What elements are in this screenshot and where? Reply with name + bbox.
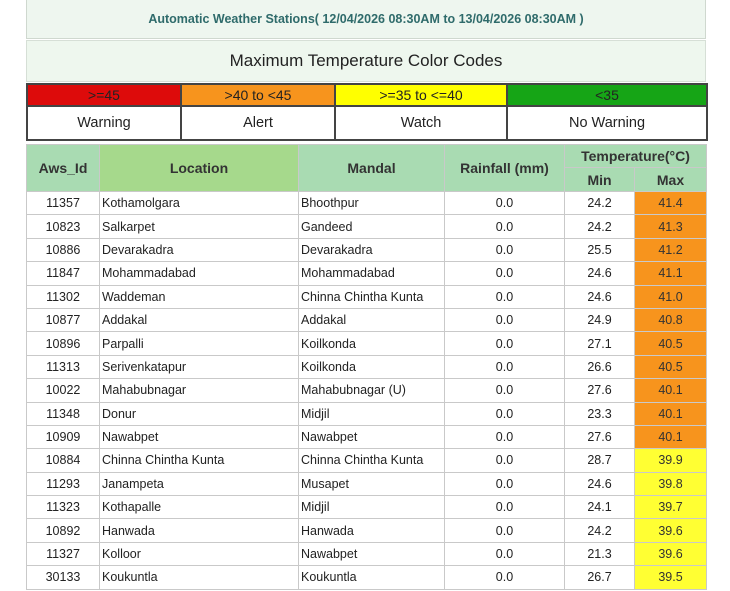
cell-min-temp: 28.7 [565, 449, 635, 472]
legend-labels-row [27, 106, 707, 140]
legend-ranges-row [27, 84, 707, 106]
cell-rainfall: 0.0 [445, 449, 565, 472]
cell-location: Hanwada [100, 519, 299, 542]
column-header-rainfall: Rainfall (mm) [445, 145, 565, 192]
cell-mandal: Chinna Chintha Kunta [299, 285, 445, 308]
cell-location: Koukuntla [100, 566, 299, 589]
cell-mandal: Mohammadabad [299, 262, 445, 285]
cell-rainfall: 0.0 [445, 285, 565, 308]
cell-mandal: Chinna Chintha Kunta [299, 449, 445, 472]
cell-max-temp: 41.1 [635, 262, 707, 285]
legend-range-no-warning: <35 [507, 84, 707, 106]
cell-max-temp: 40.1 [635, 379, 707, 402]
cell-location: Serivenkatapur [100, 355, 299, 378]
cell-min-temp: 21.3 [565, 542, 635, 565]
cell-aws-id: 11313 [27, 355, 100, 378]
stations-title: Automatic Weather Stations( 12/04/2026 08:30AM to 13/04/2026 08:30AM ) [148, 12, 584, 26]
cell-location: Addakal [100, 308, 299, 331]
table-row [27, 332, 707, 355]
cell-aws-id: 11847 [27, 262, 100, 285]
cell-mandal: Nawabpet [299, 425, 445, 448]
cell-max-temp: 40.8 [635, 308, 707, 331]
cell-max-temp: 40.5 [635, 332, 707, 355]
cell-rainfall: 0.0 [445, 542, 565, 565]
table-row [27, 192, 707, 215]
cell-aws-id: 10877 [27, 308, 100, 331]
table-row [27, 425, 707, 448]
cell-mandal: Koilkonda [299, 332, 445, 355]
cell-location: Devarakadra [100, 238, 299, 261]
cell-max-temp: 39.9 [635, 449, 707, 472]
table-row [27, 519, 707, 542]
cell-location: Chinna Chintha Kunta [100, 449, 299, 472]
table-body [27, 192, 707, 590]
color-codes-title: Maximum Temperature Color Codes [229, 51, 503, 70]
cell-aws-id: 11302 [27, 285, 100, 308]
legend-label-no-warning: No Warning [507, 106, 707, 140]
cell-mandal: Koilkonda [299, 355, 445, 378]
cell-mandal: Koukuntla [299, 566, 445, 589]
cell-min-temp: 26.7 [565, 566, 635, 589]
cell-location: Kothapalle [100, 496, 299, 519]
cell-location: Kothamolgara [100, 192, 299, 215]
cell-rainfall: 0.0 [445, 262, 565, 285]
cell-max-temp: 39.6 [635, 542, 707, 565]
legend-label-watch: Watch [335, 106, 507, 140]
cell-aws-id: 11323 [27, 496, 100, 519]
cell-max-temp: 41.0 [635, 285, 707, 308]
cell-rainfall: 0.0 [445, 215, 565, 238]
table-row [27, 262, 707, 285]
cell-min-temp: 24.6 [565, 472, 635, 495]
cell-rainfall: 0.0 [445, 355, 565, 378]
cell-aws-id: 11327 [27, 542, 100, 565]
cell-min-temp: 24.1 [565, 496, 635, 519]
cell-max-temp: 39.5 [635, 566, 707, 589]
cell-min-temp: 24.6 [565, 262, 635, 285]
table-row [27, 566, 707, 589]
table-row [27, 542, 707, 565]
cell-location: Nawabpet [100, 425, 299, 448]
cell-location: Kolloor [100, 542, 299, 565]
weather-page [26, 0, 706, 590]
cell-rainfall: 0.0 [445, 238, 565, 261]
cell-max-temp: 40.5 [635, 355, 707, 378]
column-header-location: Location [100, 145, 299, 192]
cell-aws-id: 30133 [27, 566, 100, 589]
cell-mandal: Gandeed [299, 215, 445, 238]
cell-aws-id: 10823 [27, 215, 100, 238]
cell-mandal: Hanwada [299, 519, 445, 542]
table-row [27, 472, 707, 495]
cell-location: Mohammadabad [100, 262, 299, 285]
cell-min-temp: 24.2 [565, 192, 635, 215]
legend-range-alert: >40 to <45 [181, 84, 335, 106]
column-header-mandal: Mandal [299, 145, 445, 192]
table-row [27, 238, 707, 261]
legend-label-alert: Alert [181, 106, 335, 140]
column-header-aws-id: Aws_Id [27, 145, 100, 192]
table-row [27, 215, 707, 238]
cell-rainfall: 0.0 [445, 425, 565, 448]
cell-aws-id: 11293 [27, 472, 100, 495]
cell-aws-id: 10892 [27, 519, 100, 542]
cell-max-temp: 41.2 [635, 238, 707, 261]
color-codes-title-bar [26, 40, 706, 82]
stations-title-bar [26, 0, 706, 39]
cell-max-temp: 39.6 [635, 519, 707, 542]
table-row [27, 402, 707, 425]
cell-mandal: Musapet [299, 472, 445, 495]
table-row [27, 355, 707, 378]
cell-max-temp: 40.1 [635, 402, 707, 425]
cell-aws-id: 10886 [27, 238, 100, 261]
legend-label-warning: Warning [27, 106, 181, 140]
cell-rainfall: 0.0 [445, 379, 565, 402]
color-code-legend [26, 83, 708, 141]
cell-aws-id: 10896 [27, 332, 100, 355]
cell-location: Parpalli [100, 332, 299, 355]
cell-rainfall: 0.0 [445, 332, 565, 355]
cell-min-temp: 24.2 [565, 519, 635, 542]
cell-location: Waddeman [100, 285, 299, 308]
table-row [27, 308, 707, 331]
cell-mandal: Mahabubnagar (U) [299, 379, 445, 402]
cell-min-temp: 23.3 [565, 402, 635, 425]
column-header-min: Min [565, 168, 635, 192]
cell-max-temp: 41.3 [635, 215, 707, 238]
cell-aws-id: 10909 [27, 425, 100, 448]
cell-mandal: Bhoothpur [299, 192, 445, 215]
cell-location: Mahabubnagar [100, 379, 299, 402]
cell-min-temp: 27.6 [565, 379, 635, 402]
cell-rainfall: 0.0 [445, 308, 565, 331]
weather-data-table [26, 144, 707, 590]
table-row [27, 379, 707, 402]
column-header-max: Max [635, 168, 707, 192]
cell-mandal: Midjil [299, 402, 445, 425]
cell-location: Salkarpet [100, 215, 299, 238]
table-row [27, 285, 707, 308]
cell-location: Janampeta [100, 472, 299, 495]
cell-mandal: Midjil [299, 496, 445, 519]
cell-max-temp: 40.1 [635, 425, 707, 448]
cell-aws-id: 10884 [27, 449, 100, 472]
cell-aws-id: 11348 [27, 402, 100, 425]
cell-aws-id: 11357 [27, 192, 100, 215]
cell-aws-id: 10022 [27, 379, 100, 402]
cell-mandal: Addakal [299, 308, 445, 331]
legend-range-watch: >=35 to <=40 [335, 84, 507, 106]
cell-rainfall: 0.0 [445, 496, 565, 519]
cell-min-temp: 26.6 [565, 355, 635, 378]
cell-rainfall: 0.0 [445, 402, 565, 425]
cell-rainfall: 0.0 [445, 472, 565, 495]
cell-location: Donur [100, 402, 299, 425]
cell-min-temp: 24.2 [565, 215, 635, 238]
cell-mandal: Devarakadra [299, 238, 445, 261]
table-row [27, 496, 707, 519]
cell-min-temp: 24.9 [565, 308, 635, 331]
table-row [27, 449, 707, 472]
cell-rainfall: 0.0 [445, 519, 565, 542]
cell-max-temp: 41.4 [635, 192, 707, 215]
cell-rainfall: 0.0 [445, 566, 565, 589]
cell-rainfall: 0.0 [445, 192, 565, 215]
cell-min-temp: 24.6 [565, 285, 635, 308]
legend-range-warning: >=45 [27, 84, 181, 106]
cell-min-temp: 25.5 [565, 238, 635, 261]
cell-min-temp: 27.6 [565, 425, 635, 448]
cell-max-temp: 39.8 [635, 472, 707, 495]
column-header-temperature: Temperature(°C) [565, 145, 707, 168]
cell-mandal: Nawabpet [299, 542, 445, 565]
cell-min-temp: 27.1 [565, 332, 635, 355]
cell-max-temp: 39.7 [635, 496, 707, 519]
